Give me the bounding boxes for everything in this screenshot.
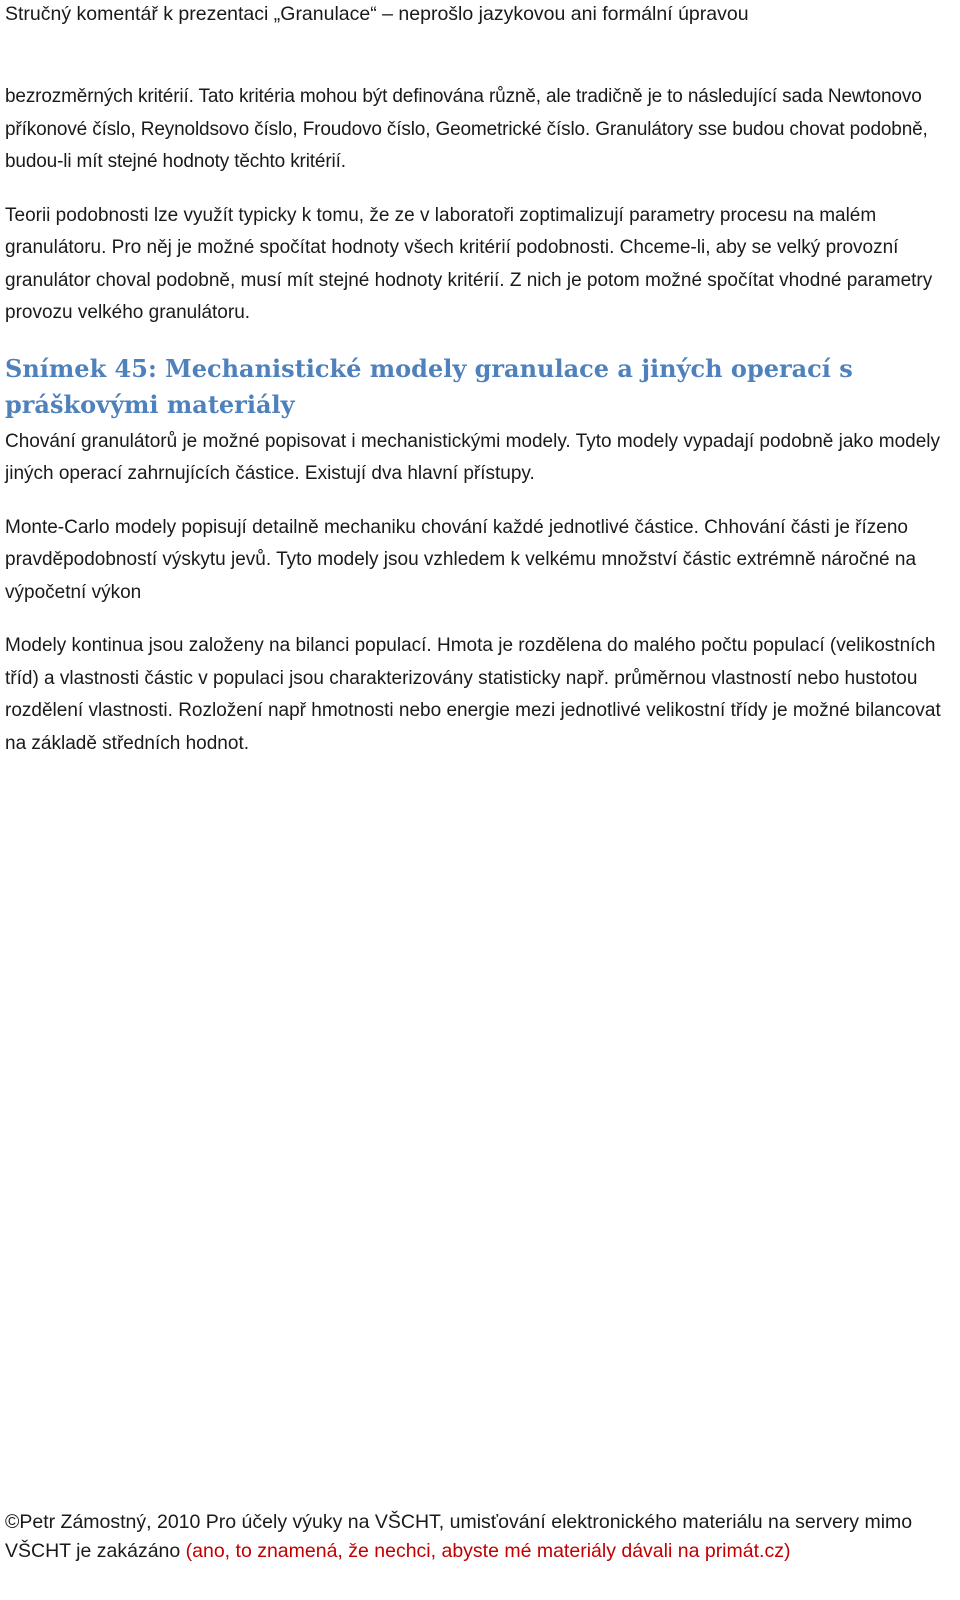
paragraph-continuum-models: Modely kontinua jsou založeny na bilanci populací. Hmota je rozdělena do malého počtu populací (velikostních tříd) a vlastnosti částic v populaci jsou charakterizovány statisticky např. průměrnou vlastností nebo hustotou rozdělení vlastnosti. Rozložení např hmotnosti nebo energie mezi jednotlivé velikostní třídy je možné bilancovat na základě středních hodnot.	[5, 635, 941, 754]
paragraph-monte-carlo: Monte-Carlo modely popisují detailně mechaniku chování každé jednotlivé částice. Chhování části je řízeno pravděpodobností výskytu jevů. Tyto modely jsou vzhledem k velkému množství částic extrémně náročné na výpočetní výkon	[5, 516, 917, 603]
section-heading-slide-45: Snímek 45: Mechanistické modely granulace a jiných operací s práškovými materiály	[5, 353, 853, 419]
paragraph-mechanistic-models: Chování granulátorů je možné popisovat i mechanistickými modely. Tyto modely vypadají podobně jako modely jiných operací zahrnujících částice. Existují dva hlavní přístupy.	[5, 430, 941, 484]
paragraph-criteria: bezrozměrných kritérií. Tato kritéria mohou být definována různě, ale tradičně je to následující sada Newtonovo příkonové číslo, Reynoldsovo číslo, Froudovo číslo, Geometrické číslo. Granulátory sse budou chovat podobně, budou-li mít stejné hodnoty těchto kritérií.	[5, 86, 928, 172]
page-footer	[5, 1508, 950, 1565]
footer-warning: (ano, to znamená, že nechci, abyste mé materiály dávali na primát.cz)	[185, 1539, 791, 1562]
document-body	[5, 81, 950, 781]
footer-copyright: ©Petr Zámostný, 2010 Pro účely výuky na VŠCHT, umisťování elektronického materiálu na servery mimo VŠCHT je zakázáno	[5, 1511, 913, 1562]
page-header: Stručný komentář k prezentaci „Granulace“ – neprošlo jazykovou ani formální úpravou	[5, 3, 749, 25]
paragraph-similarity-theory: Teorii podobnosti lze využít typicky k tomu, že ze v laboratoři zoptimalizují parametry procesu na malém granulátoru. Pro něj je možné spočítat hodnoty všech kritérií podobnosti. Chceme-li, aby se velký provozní granulátor choval podobně, musí mít stejné hodnoty kritérií. Z nich je potom možné spočítat vhodné parametry provozu velkého granulátoru.	[5, 204, 933, 323]
